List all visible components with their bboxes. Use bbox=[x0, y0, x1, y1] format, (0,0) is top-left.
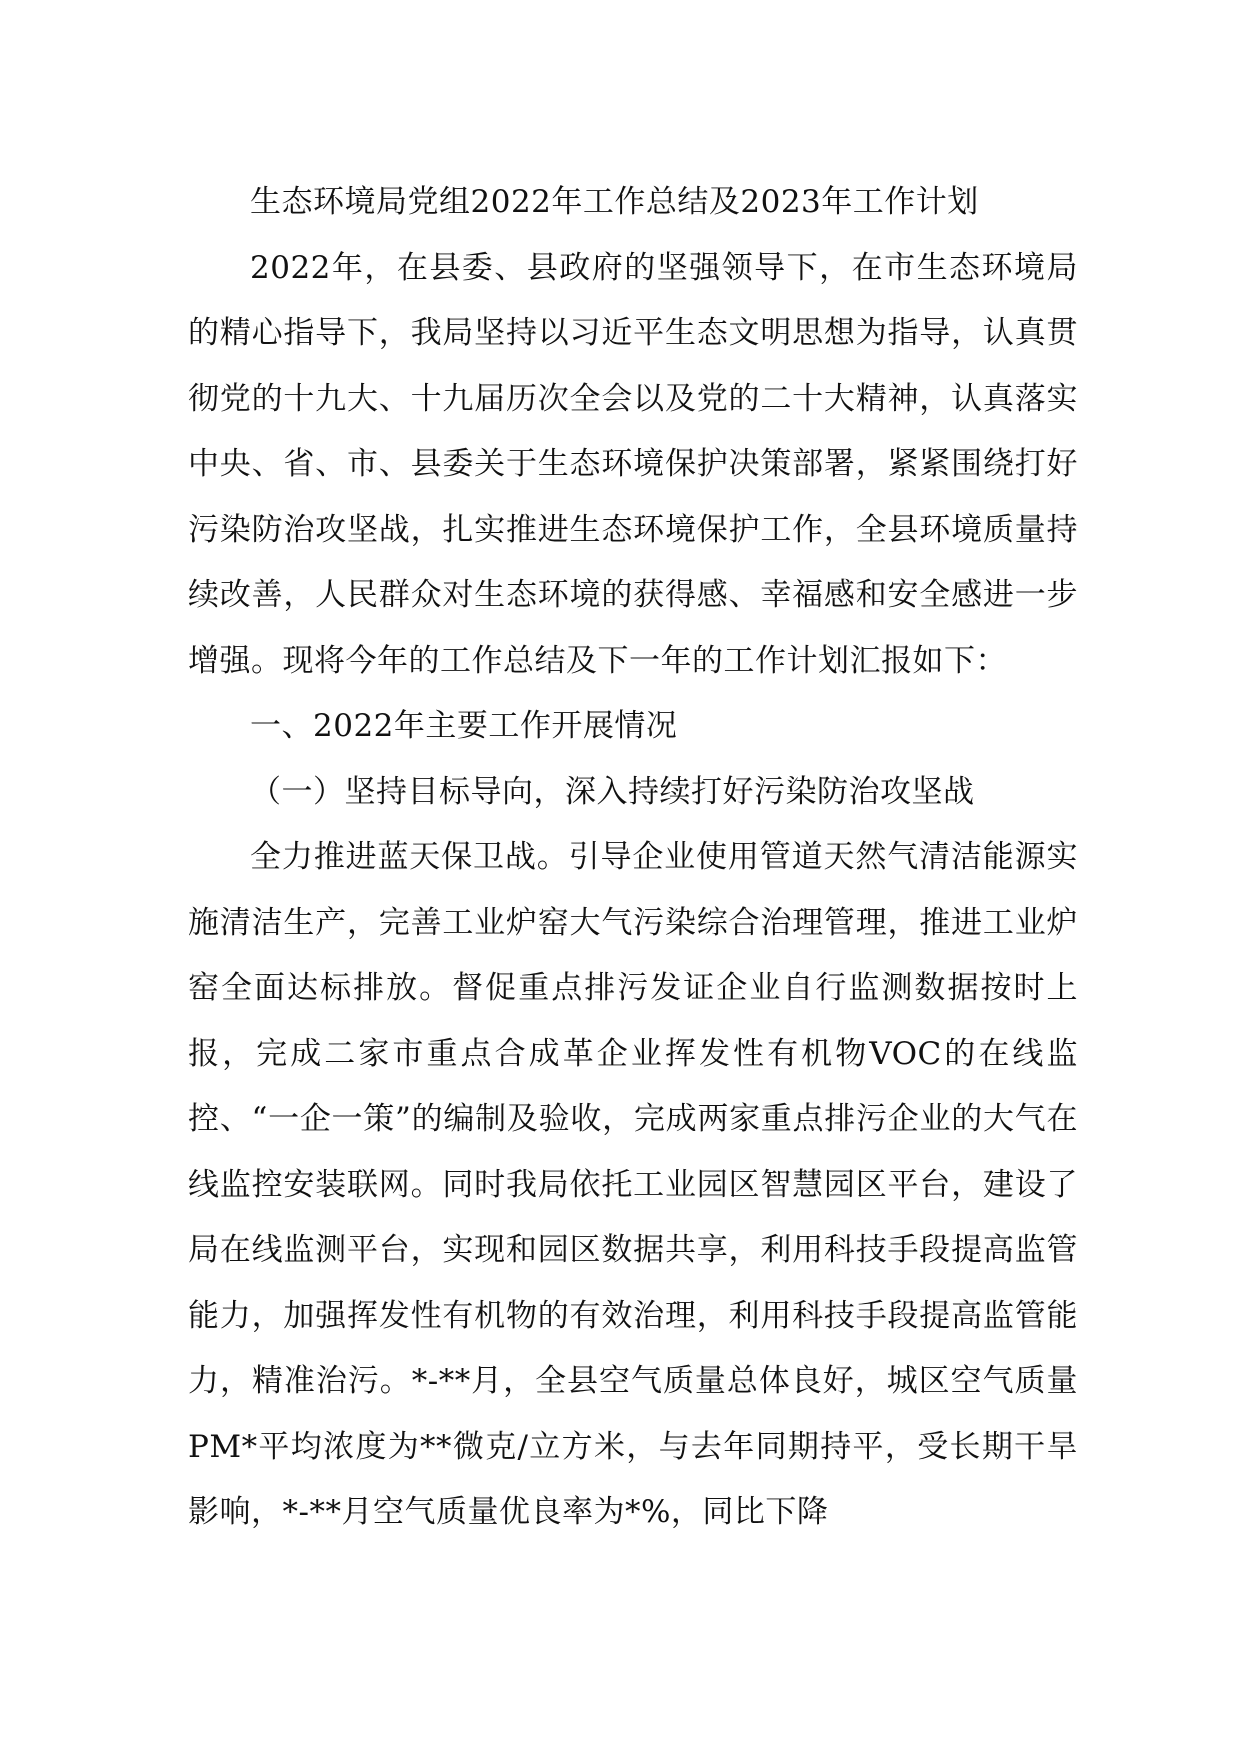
document-body bbox=[188, 170, 1078, 1546]
subsection-heading: （一）坚持目标导向，深入持续打好污染防治攻坚战 bbox=[250, 773, 975, 810]
body-paragraph: 全力推进蓝天保卫战。引导企业使用管道天然气清洁能源实施清洁生产，完善工业炉窑大气污染综合治理管理，推进工业炉窑全面达标排放。督促重点排污发证企业自行监测数据按时上报，完成二家市重点合成革企业挥发性有机物VOC的在线监控、“一企一策”的编制及验收，完成两家重点排污企业的大气在线监控安装联网。同时我局依托工业园区智慧园区平台，建设了局在线监测平台，实现和园区数据共享，利用科技手段提高监管能力，加强挥发性有机物的有效治理，利用科技手段提高监管能力，精准治污。*-**月，全县空气质量总体良好，城区空气质量PM*平均浓度为**微克/立方米，与去年同期持平，受长期干旱影响，*-**月空气质量优良率为*%，同比下降 bbox=[188, 839, 1078, 1530]
section-heading: 一、2022年主要工作开展情况 bbox=[250, 708, 678, 744]
document-title: 生态环境局党组2022年工作总结及2023年工作计划 bbox=[250, 184, 979, 220]
intro-paragraph: 2022年，在县委、县政府的坚强领导下，在市生态环境局的精心指导下，我局坚持以习近平生态文明思想为指导，认真贯彻党的十九大、十九届历次全会以及党的二十大精神，认真落实中央、省、市、县委关于生态环境保护决策部署，紧紧围绕打好污染防治攻坚战，扎实推进生态环境保护工作，全县环境质量持续改善，人民群众对生态环境的获得感、幸福感和安全感进一步增强。现将今年的工作总结及下一年的工作计划汇报如下： bbox=[188, 249, 1078, 679]
